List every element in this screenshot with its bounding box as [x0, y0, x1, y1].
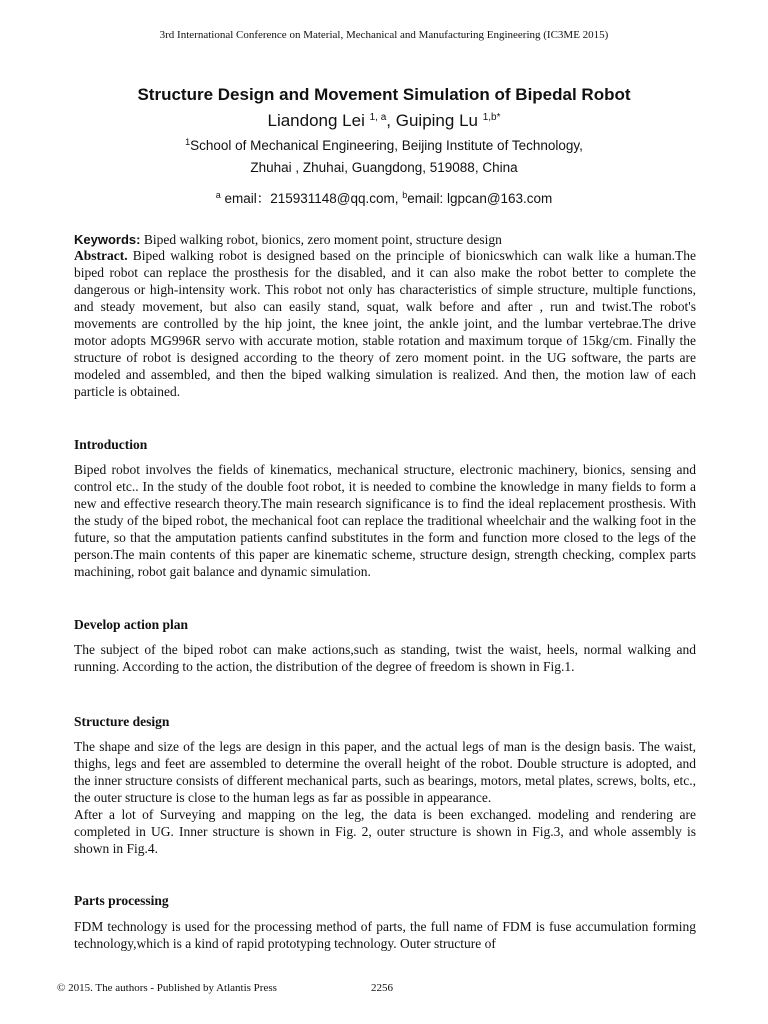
abstract-label: Abstract.	[74, 248, 128, 263]
abstract	[74, 247, 696, 400]
section-body-parts: FDM technology is used for the processing method of parts, the full name of FDM is fuse accumulation forming technology,which is a kind of rapid prototyping technology. Outer structure of	[74, 919, 696, 951]
keywords-label: Keywords:	[74, 232, 141, 247]
author-superscript: 1,b*	[482, 112, 501, 123]
affiliation-line-1	[0, 137, 768, 153]
running-head: 3rd International Conference on Material, Mechanical and Manufacturing Engineering (IC3ME 2015)	[159, 29, 609, 41]
affiliation-line-2: Zhuhai , Zhuhai, Guangdong, 519088, China	[250, 160, 518, 175]
author-name: Guiping Lu	[395, 111, 478, 130]
email-line	[0, 187, 768, 207]
paragraph: The shape and size of the legs are design in this paper, and the actual legs of man is the design basis. The waist, thighs, legs and feet are assembled to determine the overall height of the robot. Double structure is adopted, and the inner structure consists of different mechanical parts, such as bearings, motors, metal plates, screws, bolts, etc., the outer structure is close to the human legs as far as possible in appearance.	[74, 739, 696, 805]
keywords-text: Biped walking robot, bionics, zero moment point, structure design	[140, 232, 502, 247]
email-text: email：215931148@qq.com,	[220, 191, 403, 206]
author-superscript: 1, a	[369, 112, 387, 123]
paper-title: Structure Design and Movement Simulation of Bipedal Robot	[137, 85, 631, 104]
abstract-text: Biped walking robot is designed based on the principle of bionicswhich can walk like a human.The biped robot can replace the prosthesis for the disabled, and it can also make the robot better to complete the dangerous or high-intensity work. This robot not only has characteristics of simple structure, multiple functions, and steady movement, but also can easily stand, squat, walk before and after , run and twist.The robot's movements are controlled by the hip joint, the knee joint, the ankle joint, and the lumbar vertebrae.The drive motor adopts MG996R servo with accurate motion, stable rotation and maximum torque of 15kg/cm. Finally the structure of robot is designed according to the theory of zero moment point. in the UG software, the parts are modeled and assembled, and then the biped walking simulation is realized. And then, the motion law of each particle is obtained.	[74, 248, 696, 399]
section-body-structure	[74, 738, 696, 857]
section-body-plan: The subject of the biped robot can make actions,such as standing, twist the waist, heels, normal walking and running. According to the action, the distribution of the degree of freedom is shown in Fig.1.	[74, 642, 696, 674]
section-heading-introduction: Introduction	[74, 437, 148, 452]
page-number: 2256	[371, 982, 393, 994]
keywords	[74, 231, 696, 248]
author-separator: ,	[386, 111, 392, 130]
paragraph: After a lot of Surveying and mapping on the leg, the data is been exchanged. modeling and rendering are completed in UG. Inner structure is shown in Fig. 2, outer structure is shown in Fig.3, and whole assembly is shown in Fig.4.	[74, 807, 696, 856]
author-line	[0, 111, 768, 131]
email-superscript: a	[215, 190, 221, 200]
section-heading-plan: Develop action plan	[74, 617, 189, 632]
email-text: email: lgpcan@163.com	[407, 191, 553, 206]
affiliation-superscript: 1	[185, 137, 191, 147]
footer-copyright: © 2015. The authors - Published by Atlantis Press	[57, 982, 277, 994]
author-name: Liandong Lei	[267, 111, 365, 130]
section-body-introduction: Biped robot involves the fields of kinematics, mechanical structure, electronic machinery, bionics, sensing and control etc.. In the study of the double foot robot, it is needed to combine the knowledge in many fields to form a new and effective research theory.The main research significance is to find the ideal replacement prosthesis. With the study of the biped robot, the mechanical foot can replace the traditional wheelchair and the walking foot in the future, so that the amputation patients canfind substitutes in the form and function more closed to the legs of the person.The main contents of this paper are kinematic scheme, structure design, strength checking, complex parts machining, robot gait balance and dynamic simulation.	[74, 462, 696, 579]
section-heading-structure: Structure design	[74, 714, 170, 729]
section-heading-parts: Parts processing	[74, 893, 169, 908]
affiliation-text: School of Mechanical Engineering, Beijing Institute of Technology,	[190, 138, 583, 153]
email-superscript: b	[402, 190, 408, 200]
